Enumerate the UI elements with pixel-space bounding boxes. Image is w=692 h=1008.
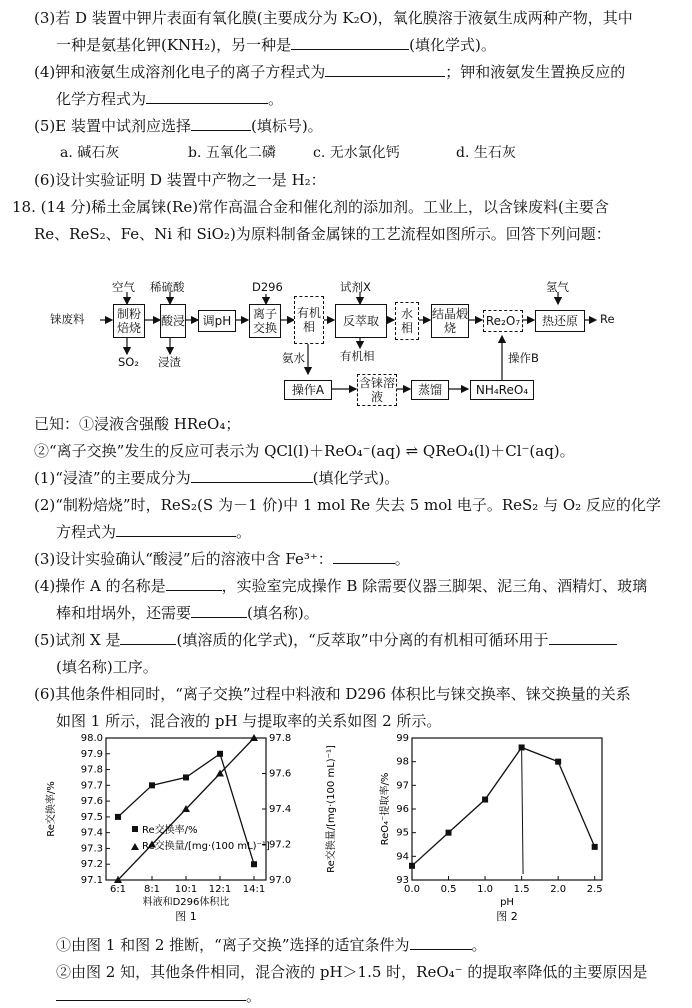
s2-end: 。	[246, 987, 262, 1005]
answer-blank[interactable]	[325, 62, 445, 77]
p4-line2	[56, 603, 319, 623]
chart-title: 图 1	[175, 910, 197, 923]
y2-tick-label: 97.6	[269, 768, 292, 780]
flow-label-reagent: 试剂X	[340, 280, 371, 294]
p3-text: (3)设计实验确认“酸浸”后的溶液中含 Fe³⁺：	[34, 550, 333, 568]
figure-1-chart	[44, 730, 344, 930]
series-line	[412, 747, 595, 865]
answer-blank[interactable]	[191, 468, 313, 483]
p2-line1: (2)“制粉焙烧”时，ReS₂(S 为－1 价)中 1 mol Re 失去 5 mol 电子。ReS₂ 与 O₂ 反应的化学	[34, 496, 661, 514]
x-tick-label: 0.5	[440, 884, 457, 895]
p6-line1: (6)其他条件相同时，“离子交换”过程中料液和 D296 体积比与铼交换率、铼交换量的关系	[34, 685, 631, 703]
q5-option-d: d. 生石灰	[456, 145, 516, 161]
p5-text: (5)试剂 X 是	[34, 631, 121, 649]
p4-line1	[34, 576, 647, 596]
answer-blank[interactable]	[56, 986, 246, 1001]
q6-line1: (6)设计实验证明 D 装置中产物之一是 H₂：	[34, 171, 326, 189]
data-point-square	[409, 863, 415, 869]
y-tick-label: 94	[396, 851, 409, 863]
flow-label-d296: D296	[252, 280, 283, 294]
y-tick-label: 99	[396, 733, 409, 744]
q5-end: (填标号)。	[250, 117, 323, 135]
data-point-square	[149, 782, 155, 788]
data-point-square	[446, 830, 452, 836]
y-tick-label: 97.5	[80, 811, 103, 823]
flow-box-nh4reo4: NH₄ReO₄	[470, 380, 534, 400]
known-2: ②“离子交换”发生的反应可表示为 QCl(l)＋ReO₄⁻(aq) ⇌ QReO₄(l)＋Cl⁻(aq)。	[34, 442, 575, 460]
p4-text-2: 棒和坩埚外，还需要	[56, 604, 192, 622]
q3-line2-text: 一种是氨基化钾(KNH₂)，另一种是	[56, 36, 292, 54]
flow-label-re: Re	[600, 312, 615, 326]
y-tick-label: 97.3	[80, 843, 103, 855]
y-tick-label: 98	[396, 756, 409, 768]
y-tick-label: 97.9	[80, 748, 103, 760]
flow-box-back-extraction: 反萃取	[335, 304, 387, 338]
flow-box-acid-leach: 酸浸	[160, 304, 186, 338]
y-tick-label: 97.8	[80, 764, 103, 776]
chart-title: 图 2	[496, 910, 518, 923]
answer-blank[interactable]	[120, 630, 176, 645]
flow-box-re-solution: 含铼溶液	[358, 376, 395, 404]
flow-box-organic-phase: 有机相	[294, 296, 324, 344]
x-tick-label: 8:1	[143, 884, 161, 895]
flow-label-opB: 操作B	[508, 351, 539, 365]
flow-label-hydrogen: 氢气	[546, 280, 569, 294]
q4-line2-text: 化学方程式为	[56, 90, 147, 108]
p4-text: (4)操作 A 的名称是	[34, 577, 166, 595]
y-tick-label: 97.1	[80, 875, 103, 886]
y-axis-label: ReO₄⁻提取率/%	[380, 772, 391, 846]
x-tick-label: 1.5	[513, 884, 530, 895]
y-tick-label: 98.0	[80, 733, 103, 744]
answer-blank[interactable]	[191, 116, 251, 131]
legend-square-icon	[132, 826, 138, 832]
y-axis-label: Re交换率/%	[46, 781, 57, 837]
p1-end: (填化学式)。	[312, 469, 400, 487]
flow-label-residue: 浸渣	[158, 355, 181, 369]
data-point-square	[183, 774, 189, 780]
answer-blank[interactable]	[166, 576, 222, 591]
s2-line: ②由图 2 知，其他条件相同，混合液的 pH＞1.5 时，ReO₄⁻ 的提取率降低的主要原因是	[56, 963, 648, 981]
flow-label-so2: SO₂	[118, 355, 139, 369]
p3-line	[34, 549, 410, 569]
y-tick-label: 93	[396, 875, 409, 886]
s1-end: 。	[471, 936, 487, 954]
q3-line2	[56, 35, 496, 55]
legend-label: Re交换量/[mg·(100 mL)⁻¹]	[142, 841, 270, 852]
x-tick-label: 1.0	[477, 884, 494, 895]
s1-line	[56, 935, 487, 955]
s1-text: ①由图 1 和图 2 推断，“离子交换”选择的适宜条件为	[56, 936, 410, 954]
flow-label-ammonia: 氨水	[282, 351, 305, 365]
flow-box-distill: 蒸馏	[411, 380, 449, 400]
data-point-square	[482, 797, 488, 803]
p5-line1	[34, 630, 617, 650]
q4-line1-text: (4)钾和液氨生成溶剂化电子的离子方程式为	[34, 63, 326, 81]
flow-box-adjust-ph: 调pH	[198, 310, 236, 332]
answer-blank[interactable]	[410, 935, 472, 950]
flow-box-roast: 制粉焙烧	[113, 304, 145, 338]
x-tick-label: 2.5	[586, 884, 603, 895]
y-tick-label: 97.4	[80, 827, 103, 839]
q4-line1	[34, 62, 625, 82]
answer-blank[interactable]	[191, 603, 247, 618]
y2-tick-label: 97.4	[269, 804, 292, 815]
flow-box-thermal-reduction: 热还原	[535, 310, 585, 332]
x-tick-label: 0.0	[404, 884, 420, 895]
flow-label-organic: 有机相	[340, 349, 375, 363]
data-point-square	[115, 814, 121, 820]
x-tick-label: 14:1	[242, 884, 266, 895]
q3-line1: (3)若 D 装置中钾片表面有氧化膜(主要成分为 K₂O)，氧化膜溶于液氨生成两种产物，其中	[34, 9, 633, 27]
q3-line2-end: (填化学式)。	[409, 36, 496, 54]
flow-box-ion-exchange: 离子交换	[249, 304, 281, 338]
answer-blank[interactable]	[549, 630, 617, 645]
p2-text: 方程式为	[56, 523, 117, 541]
y-tick-label: 95	[396, 827, 409, 839]
q5-text: (5)E 装置中试剂应选择	[34, 117, 191, 135]
data-point-square	[217, 751, 223, 757]
q4-line1-end: ；钾和液氨发生置换反应的	[445, 63, 626, 81]
flow-box-crystallize: 结晶煅烧	[431, 304, 469, 338]
q5-line1	[34, 116, 323, 136]
x-tick-label: 6:1	[109, 884, 127, 895]
y-tick-label: 97.6	[80, 796, 103, 808]
s2-answer-line	[56, 986, 261, 1006]
y2-axis-label: Re交换量/[mg·(100 mL)⁻¹]	[326, 745, 337, 873]
p1-line	[34, 468, 399, 488]
p2-line2	[56, 522, 251, 542]
answer-blank[interactable]	[333, 549, 395, 564]
q18-line2: Re、ReS₂、Fe、Ni 和 SiO₂)为原料制备金属铼的工艺流程如图所示。回答下列问题：	[34, 225, 611, 243]
x-axis-label: pH	[500, 897, 514, 908]
p4-end: (填名称)。	[247, 604, 319, 622]
y2-tick-label: 97.8	[269, 733, 292, 744]
q18-line1: 18. (14 分)稀土金属铼(Re)常作高温合金和催化剂的添加剂。工业上，以含铼废料(主要含	[12, 198, 609, 216]
p5-line2: (填名称)工序。	[56, 658, 158, 676]
legend-triangle-icon	[131, 843, 139, 850]
known-1: 已知：①浸液含强酸 HReO₄；	[34, 415, 241, 433]
q4-line2-end: 。	[268, 90, 284, 108]
x-axis-label: 料液和D296体积比	[142, 897, 230, 908]
x-tick-label: 12:1	[208, 884, 232, 895]
legend-label: Re交换率/%	[142, 825, 198, 836]
p5-text-b: (填溶质的化学式)，“反萃取”中分离的有机相可循环用于	[176, 631, 549, 649]
p3-end: 。	[394, 550, 410, 568]
p6-line2: 如图 1 所示，混合液的 pH 与提取率的关系如图 2 所示。	[56, 712, 442, 730]
flow-label-air: 空气	[112, 280, 135, 294]
answer-blank[interactable]	[116, 522, 236, 537]
y2-tick-label: 97.2	[269, 839, 292, 851]
q5-option-b: b. 五氧化二磷	[188, 145, 276, 161]
figure-2-chart	[376, 730, 620, 930]
y-tick-label: 97.7	[80, 780, 103, 792]
flow-box-opA: 操作A	[284, 380, 332, 400]
data-point-square	[592, 844, 598, 850]
plot-frame	[412, 738, 602, 880]
p2-end: 。	[236, 523, 252, 541]
answer-blank[interactable]	[291, 35, 409, 50]
q5-option-c: c. 无水氯化钙	[313, 145, 400, 161]
data-point-square	[555, 759, 561, 765]
x-tick-label: 2.0	[550, 884, 567, 895]
q5-option-a: a. 碱石灰	[60, 145, 120, 161]
peak-marker-line	[522, 747, 523, 874]
q4-line2	[56, 89, 283, 109]
flow-label-waste: 铼废料	[50, 312, 85, 326]
y2-tick-label: 97.0	[269, 875, 292, 886]
p4-text-b: ，实验室完成操作 B 除需要仪器三脚架、泥三角、酒精灯、玻璃	[221, 577, 648, 595]
x-tick-label: 10:1	[174, 884, 198, 895]
answer-blank[interactable]	[146, 89, 268, 104]
flow-label-acid: 稀硫酸	[150, 280, 185, 294]
y-tick-label: 96	[396, 804, 409, 815]
flow-box-aqueous-phase: 水相	[395, 302, 419, 340]
data-point-square	[251, 861, 257, 867]
p1-text: (1)“浸渣”的主要成分为	[34, 469, 191, 487]
y-tick-label: 97.2	[80, 859, 103, 871]
y-tick-label: 97	[396, 780, 409, 792]
flow-box-re2o7: Re₂O₇	[483, 310, 523, 332]
